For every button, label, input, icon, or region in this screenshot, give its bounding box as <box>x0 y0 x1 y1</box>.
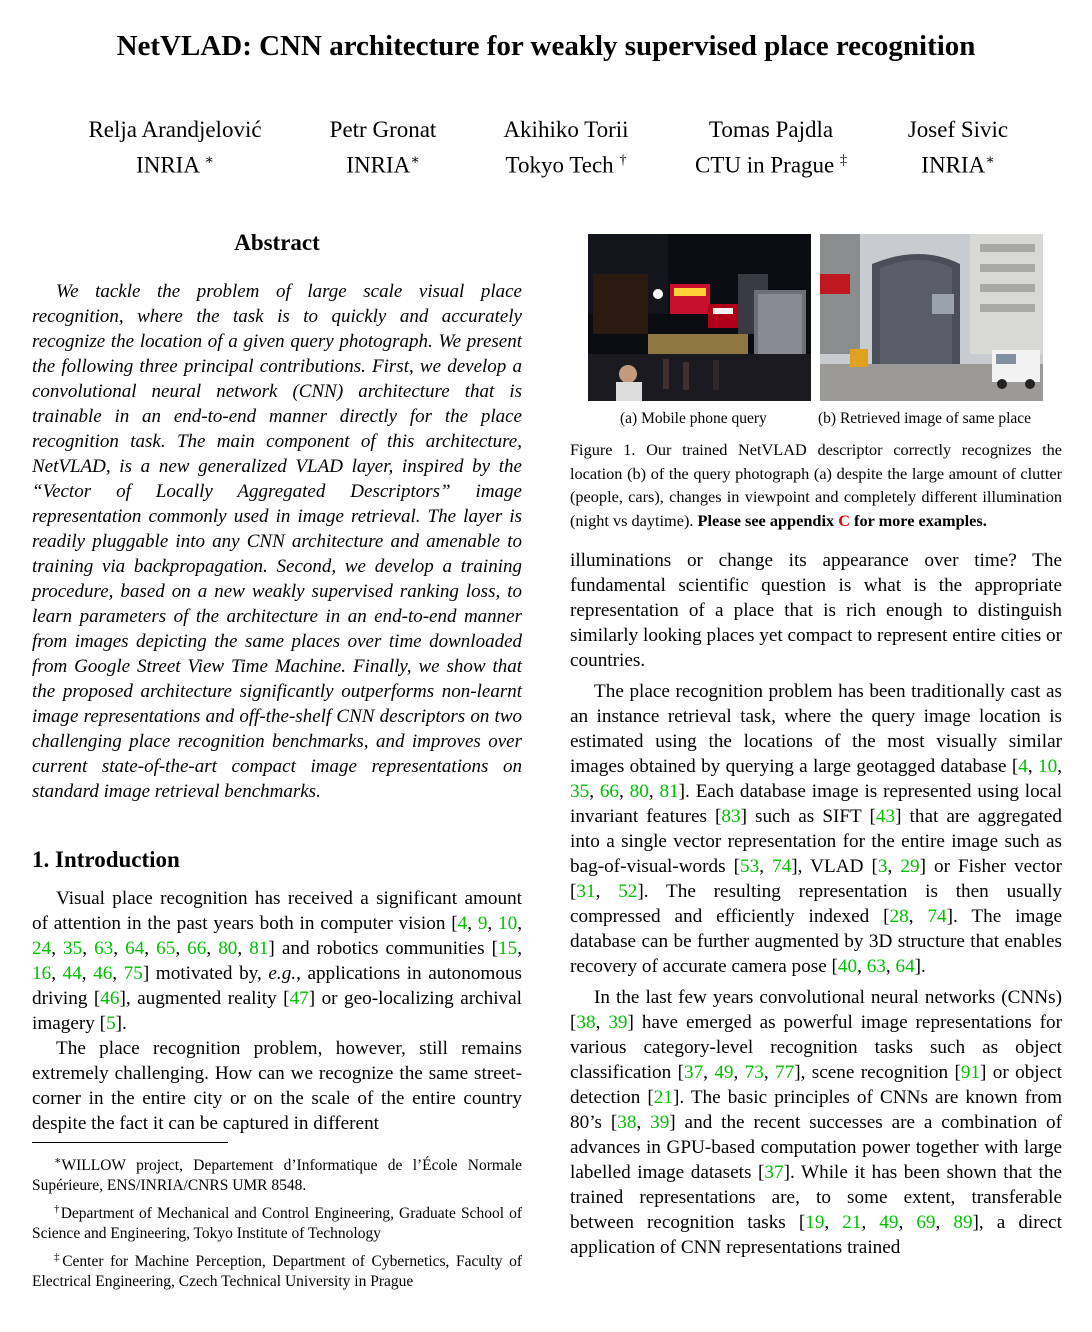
author-block <box>686 114 856 181</box>
citation-link[interactable]: 44 <box>62 963 82 984</box>
right-paragraph-3 <box>570 985 1062 1260</box>
text-run: In the last few years convolutional neural networks (CNNs) [ <box>570 987 1062 1033</box>
citation-link[interactable]: 38 <box>617 1112 637 1133</box>
subcaption-a: (a) Mobile phone query <box>620 410 767 427</box>
citation-link[interactable]: 81 <box>249 938 269 959</box>
affiliation-mark: ∗ <box>204 153 214 168</box>
citation-link[interactable]: 5 <box>106 1013 116 1034</box>
citation-link[interactable]: 10 <box>498 913 518 934</box>
author-affiliation: CTU in Prague <box>694 152 835 178</box>
paper-title: NetVLAD: CNN architecture for weakly supervised place recognition <box>116 30 976 62</box>
citation-link[interactable]: 89 <box>953 1212 973 1233</box>
text-run: e.g. <box>268 963 297 984</box>
text-run: ] have emerged as powerful image representations for various category-level recognition tasks such as object classification [ <box>570 1012 1062 1083</box>
footnote-mark: † <box>54 1203 61 1216</box>
citation-link[interactable]: 3 <box>877 856 888 877</box>
author-affiliation: Tokyo Tech <box>505 152 614 178</box>
footnote-text: WILLOW project, Departement d’Informatique de l’École Normale Supérieure, ENS/INRIA/CNRS UMR 8548. <box>32 1157 522 1195</box>
section-heading: 1. Introduction <box>32 847 180 872</box>
citation-link[interactable]: 75 <box>123 963 143 984</box>
citation-list[interactable]: 4, 9, 10, 24, 35, 63, 64, 65, 66, 80, 81 <box>32 913 522 959</box>
affiliation-mark: ∗ <box>985 153 995 168</box>
citation-link[interactable]: 40 <box>837 956 858 977</box>
citation-link[interactable]: 65 <box>156 938 176 959</box>
author-name: Tomas Pajdla <box>708 117 834 142</box>
citation-list[interactable]: 28, 74 <box>889 906 947 927</box>
retrieved-photo-day <box>820 234 1043 401</box>
citation-link[interactable]: 74 <box>772 856 792 877</box>
footnote-divider <box>32 1142 228 1143</box>
citation-link[interactable]: 39 <box>608 1012 628 1033</box>
text-run: ] and the recent successes are a combination of advances in GPU-based computation power together with large labelled image datasets [ <box>570 1112 1063 1183</box>
right-paragraph-2 <box>570 679 1062 979</box>
affiliation-mark: ∗ <box>410 153 420 168</box>
citation-link[interactable]: 66 <box>599 781 620 802</box>
citation-link[interactable]: 69 <box>916 1212 936 1233</box>
author-block <box>494 114 638 181</box>
citation-link[interactable]: 4 <box>457 913 468 934</box>
citation-link[interactable]: 4 <box>1018 756 1028 777</box>
text-run: ] or Fisher vector [ <box>570 856 1063 902</box>
text-run: ], VLAD [ <box>791 856 878 877</box>
text-run: ], augmented reality [ <box>119 988 290 1009</box>
text-run: ]. Each database image is represented using local invariant features [ <box>570 781 1063 827</box>
citation-list[interactable]: 38, 39 <box>617 1112 670 1133</box>
author-list <box>0 114 1092 184</box>
citation-list[interactable]: 3, 29 <box>877 856 920 877</box>
citation-link[interactable]: 37 <box>683 1062 704 1083</box>
author-name: Josef Sivic <box>907 117 1009 142</box>
query-photo-night <box>588 234 811 401</box>
citation-link[interactable]: 83 <box>721 806 741 827</box>
text-run: Visual place recognition has received a significant amount of attention in the past years both in computer vision [ <box>32 888 522 934</box>
citation-link[interactable]: 63 <box>94 938 114 959</box>
footnote-text: Department of Mechanical and Control Engineering, Graduate School of Science and Engineering, Tokyo Institute of Technology <box>32 1205 523 1243</box>
text-run: ]. While it has been shown that the trained representations are, to some extent, transferable between recognition tasks [ <box>570 1162 1063 1233</box>
citation-link[interactable]: 66 <box>187 938 207 959</box>
citation-list[interactable]: 31, 52 <box>576 881 638 902</box>
citation-link[interactable]: 28 <box>889 906 909 927</box>
citation-link[interactable]: 21 <box>842 1212 862 1233</box>
text-run: ] such as SIFT [ <box>740 806 876 827</box>
caption-text: Figure 1. Our trained NetVLAD descriptor correctly recognizes the location (b) of the query photograph (a) despite the large amount of clutter (people, cars), changes in viewpoint and completely different illumination (night vs daytime). <box>570 440 1062 530</box>
citation-link[interactable]: 81 <box>659 781 679 802</box>
text-run: ], scene recognition [ <box>794 1062 961 1083</box>
text-run: ] or geo-localizing archival imagery [ <box>32 988 522 1034</box>
author-affiliation: INRIA <box>921 152 986 178</box>
left-column <box>32 228 522 1295</box>
citation-link[interactable]: 10 <box>1038 756 1058 777</box>
author-block <box>318 114 448 181</box>
author-affiliation: INRIA <box>346 152 411 178</box>
citation-link[interactable]: 52 <box>618 881 638 902</box>
citation-link[interactable]: 43 <box>875 806 896 827</box>
affiliation-mark: ‡ <box>840 153 847 168</box>
author-name: Akihiko Torii <box>503 117 629 142</box>
citation-link[interactable]: 9 <box>477 913 488 934</box>
citation-link[interactable]: 74 <box>927 906 947 927</box>
abstract-heading: Abstract <box>234 230 320 255</box>
citation-link[interactable]: 73 <box>744 1062 764 1083</box>
author-block <box>896 114 1020 181</box>
citation-list[interactable]: 15, 16, 44, 46, 75 <box>32 938 522 984</box>
footnote <box>32 1151 522 1196</box>
footnote <box>32 1199 522 1244</box>
author-name: Relja Arandjelović <box>88 117 262 142</box>
citation-link[interactable]: 77 <box>775 1062 795 1083</box>
citation-link[interactable]: 46 <box>100 988 120 1009</box>
citation-link[interactable]: 39 <box>650 1112 670 1133</box>
citation-link[interactable]: 19 <box>805 1212 825 1233</box>
citation-link[interactable]: 35 <box>570 781 590 802</box>
citation-list[interactable]: 38, 39 <box>576 1012 628 1033</box>
appendix-link[interactable]: C <box>838 510 850 530</box>
citation-link[interactable]: 46 <box>93 963 113 984</box>
caption-bold: for more examples. <box>854 510 987 530</box>
citation-list[interactable]: 19, 21, 49, 69, 89 <box>805 1212 973 1233</box>
footnote-text: Center for Machine Perception, Department of Cybernetics, Faculty of Electrical Engineering, Czech Technical University in Prague <box>32 1253 522 1291</box>
citation-link[interactable]: 80 <box>218 938 238 959</box>
citation-list[interactable]: 4, 10, 35, 66, 80, 81 <box>570 756 1063 802</box>
text-run: ], a direct application of CNN representations trained <box>570 1212 1063 1258</box>
text-run: ] that are aggregated into a single vector representation for the entire image such as bag-of-visual-words [ <box>570 806 1062 877</box>
citation-list[interactable]: 37, 49, 73, 77 <box>683 1062 795 1083</box>
citation-link[interactable]: 64 <box>125 938 145 959</box>
text-run: ]. The image database can be further augmented by 3D structure that enables recovery of accurate camera pose [ <box>570 906 1063 977</box>
intro-paragraph-1 <box>32 886 522 1036</box>
citation-link[interactable]: 49 <box>714 1062 734 1083</box>
right-column <box>570 228 1062 1266</box>
caption-bold: Please see appendix <box>697 510 835 530</box>
citation-link[interactable]: 35 <box>63 938 83 959</box>
text-run: ] or object detection [ <box>570 1062 1062 1108</box>
text-run: ] motivated by, <box>142 963 269 984</box>
citation-link[interactable]: 24 <box>32 938 52 959</box>
figure-1 <box>570 228 1062 438</box>
citation-list[interactable]: 40, 63, 64 <box>837 956 915 977</box>
affiliation-mark: † <box>619 153 627 168</box>
citation-link[interactable]: 91 <box>960 1062 981 1083</box>
text-run: , applications in autonomous driving [ <box>32 963 523 1009</box>
citation-link[interactable]: 21 <box>653 1087 673 1108</box>
abstract-text: We tackle the problem of large scale visual place recognition, where the task is to quickly and accurately recognize the location of a given query photograph. We present the following three principal contributions. First, we develop a convolutional neural network (CNN) architecture that is trainable in an end-to-end manner directly for the place recognition task. The main component of this architecture, NetVLAD, is a new generalized VLAD layer, inspired by the “Vector of Locally Aggregated Descriptors” image representation commonly used in image retrieval. The layer is readily pluggable into any CNN architecture and amenable to training via backpropagation. Second, we develop a training procedure, based on a new weakly supervised ranking loss, to learn parameters of the architecture in an end-to-end manner from images depicting the same places over time downloaded from Google Street View Time Machine. Finally, we show that the proposed architecture significantly outperforms non-learnt image representations and off-the-shelf CNN descriptors on two challenging place recognition benchmarks, and improves over current state-of-the-art compact image representations on standard image retrieval benchmarks. <box>32 281 522 802</box>
citation-link[interactable]: 53 <box>740 856 760 877</box>
text-run: ]. The basic principles of CNNs are known from 80’s [ <box>570 1087 1062 1133</box>
text-run: ]. <box>115 1013 127 1034</box>
citation-link[interactable]: 63 <box>866 956 886 977</box>
footnote-mark: ∗ <box>54 1155 62 1167</box>
author-block <box>80 114 270 181</box>
citation-link[interactable]: 80 <box>629 781 649 802</box>
citation-link[interactable]: 49 <box>879 1212 899 1233</box>
footnote-mark: ‡ <box>54 1251 63 1264</box>
right-paragraph-1: illuminations or change its appearance over time? The fundamental scientific question is what is the appropriate representation of a place that is rich enough to distinguish similarly looking places yet compact to represent entire cities or countries. <box>570 550 1062 671</box>
citation-link[interactable]: 15 <box>498 938 518 959</box>
citation-link[interactable]: 29 <box>900 856 920 877</box>
citation-list[interactable]: 53, 74 <box>740 856 792 877</box>
author-name: Petr Gronat <box>329 117 437 142</box>
citation-link[interactable]: 38 <box>576 1012 596 1033</box>
subcaption-b: (b) Retrieved image of same place <box>818 410 1032 427</box>
text-run: ]. <box>914 956 926 977</box>
text-run: ]. The resulting representation is then usually compressed and efficiently indexed [ <box>570 881 1062 927</box>
citation-link[interactable]: 16 <box>32 963 52 984</box>
citation-link[interactable]: 47 <box>289 988 309 1009</box>
citation-link[interactable]: 37 <box>764 1162 784 1183</box>
footnote <box>32 1247 522 1292</box>
text-run: The place recognition problem has been traditionally cast as an instance retrieval task, where the query image location is estimated using the locations of the most visually similar images obtained by querying a large geotagged database [ <box>570 681 1062 777</box>
figure-caption <box>570 438 1062 532</box>
intro-paragraph-2: The place recognition problem, however, still remains extremely challenging. How can we recognize the same street-corner in the entire city or on the scale of the entire country despite the fact it can be captured in different <box>32 1038 522 1134</box>
citation-link[interactable]: 64 <box>895 956 915 977</box>
citation-link[interactable]: 31 <box>576 881 596 902</box>
text-run: ] and robotics communities [ <box>268 938 499 959</box>
author-affiliation: INRIA <box>136 152 199 178</box>
